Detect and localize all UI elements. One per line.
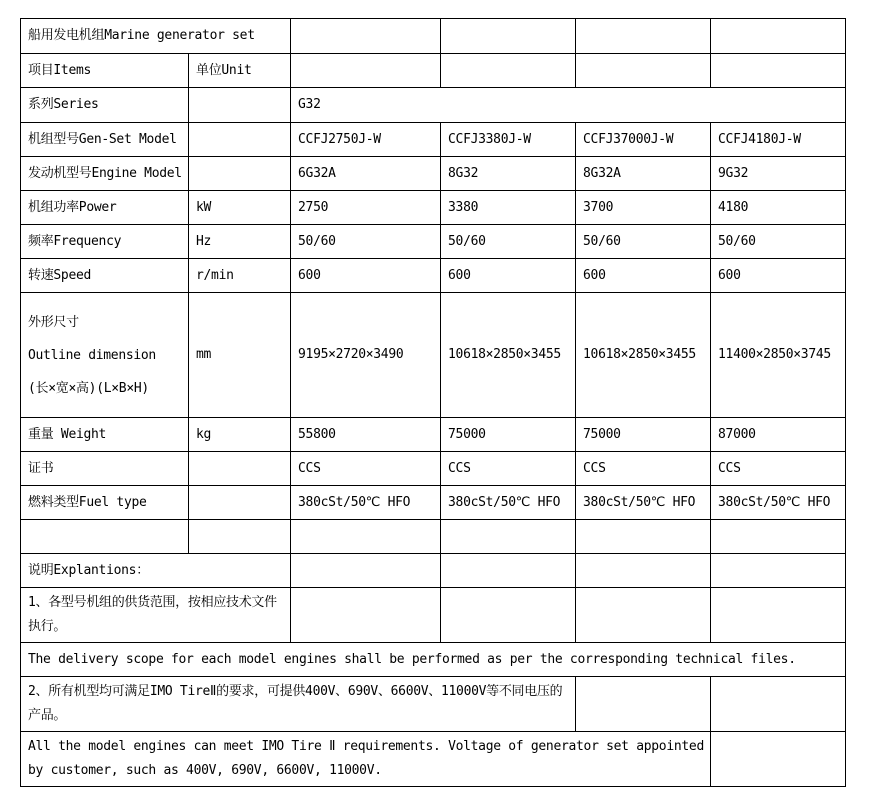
frequency-unit: Hz [189,225,291,259]
speed-value: 600 [711,259,846,293]
empty-cell [711,588,846,643]
speed-unit: r/min [189,259,291,293]
weight-unit: kg [189,418,291,452]
empty-cell [291,554,441,588]
empty-cell [711,520,846,554]
note1-cn: 1、各型号机组的供货范围，按相应技术文件执行。 [21,588,291,643]
table-row [21,418,846,452]
table-row [21,452,846,486]
table-row [21,123,846,157]
dimension-label-cn: 外形尺寸 [28,314,79,330]
model-value: CCFJ37000J-W [576,123,711,157]
dimension-label-en: Outline dimension [28,347,156,363]
engine-value: 8G32A [576,157,711,191]
empty-cell [576,54,711,88]
speed-value: 600 [291,259,441,293]
empty-cell [711,732,846,787]
table-row [21,554,846,588]
speed-value: 600 [441,259,576,293]
row-label-weight: 重量 Weight [21,418,189,452]
empty-cell [441,54,576,88]
fuel-value: 380cSt/50℃ HFO [711,486,846,520]
model-value: CCFJ4180J-W [711,123,846,157]
table-row [21,88,846,123]
speed-value: 600 [576,259,711,293]
table-row [21,157,846,191]
model-value: CCFJ3380J-W [441,123,576,157]
row-label-dimension [21,293,189,418]
row-label-speed: 转速Speed [21,259,189,293]
frequency-value: 50/60 [711,225,846,259]
empty-cell [576,520,711,554]
dimension-label-note: (长×宽×高)(L×B×H) [28,380,149,396]
row-label-series: 系列Series [21,88,189,123]
empty-cell [441,520,576,554]
dimension-value: 10618×2850×3455 [441,293,576,418]
table-row [21,486,846,520]
empty-cell [21,520,189,554]
empty-cell [576,19,711,54]
empty-cell [441,19,576,54]
certificate-value: CCS [711,452,846,486]
fuel-value: 380cSt/50℃ HFO [291,486,441,520]
table-row [21,677,846,732]
empty-cell [291,520,441,554]
table-row [21,588,846,643]
series-value: G32 [291,88,846,123]
certificate-value: CCS [576,452,711,486]
fuel-value: 380cSt/50℃ HFO [441,486,576,520]
empty-cell [441,588,576,643]
power-unit: kW [189,191,291,225]
engine-value: 9G32 [711,157,846,191]
power-value: 3380 [441,191,576,225]
empty-cell [576,677,711,732]
frequency-value: 50/60 [576,225,711,259]
notes-heading: 说明Explantions： [21,554,291,588]
weight-value: 75000 [576,418,711,452]
frequency-value: 50/60 [291,225,441,259]
empty-cell [189,520,291,554]
table-title: 船用发电机组Marine generator set [21,19,291,54]
weight-value: 75000 [441,418,576,452]
frequency-value: 50/60 [441,225,576,259]
empty-cell [576,554,711,588]
empty-cell [189,157,291,191]
note2-cn: 2、所有机型均可满足IMO TireⅡ的要求，可提供400V、690V、6600V、11000V等不同电压的产品。 [21,677,576,732]
empty-cell [291,588,441,643]
weight-value: 55800 [291,418,441,452]
model-value: CCFJ2750J-W [291,123,441,157]
empty-cell [189,123,291,157]
dimension-value: 9195×2720×3490 [291,293,441,418]
power-value: 2750 [291,191,441,225]
spec-table [20,18,846,787]
empty-cell [711,677,846,732]
weight-value: 87000 [711,418,846,452]
table-row [21,19,846,54]
engine-value: 8G32 [441,157,576,191]
row-label-power: 机组功率Power [21,191,189,225]
empty-cell [189,88,291,123]
certificate-value: CCS [441,452,576,486]
empty-cell [711,554,846,588]
table-row [21,643,846,677]
row-label-certificate: 证书 [21,452,189,486]
table-row [21,293,846,418]
empty-cell [576,588,711,643]
power-value: 4180 [711,191,846,225]
table-row [21,225,846,259]
empty-cell [189,452,291,486]
dimension-value: 10618×2850×3455 [576,293,711,418]
table-row [21,191,846,225]
unit-header: 单位Unit [189,54,291,88]
row-label-frequency: 频率Frequency [21,225,189,259]
empty-cell [291,19,441,54]
items-header: 项目Items [21,54,189,88]
table-row [21,520,846,554]
row-label-engine: 发动机型号Engine Model [21,157,189,191]
note2-en: All the model engines can meet IMO Tire Ⅱ requirements. Voltage of generator set appointed by customer, such as 400V, 690V, 6600V, 11000V. [21,732,711,787]
dimension-unit: mm [189,293,291,418]
empty-cell [711,54,846,88]
fuel-value: 380cSt/50℃ HFO [576,486,711,520]
table-row [21,54,846,88]
engine-value: 6G32A [291,157,441,191]
empty-cell [441,554,576,588]
row-label-fuel: 燃料类型Fuel type [21,486,189,520]
empty-cell [711,19,846,54]
note1-en: The delivery scope for each model engines shall be performed as per the corresponding technical files. [21,643,846,677]
empty-cell [189,486,291,520]
table-row [21,732,846,787]
row-label-model: 机组型号Gen-Set Model [21,123,189,157]
power-value: 3700 [576,191,711,225]
empty-cell [291,54,441,88]
table-row [21,259,846,293]
certificate-value: CCS [291,452,441,486]
dimension-value: 11400×2850×3745 [711,293,846,418]
